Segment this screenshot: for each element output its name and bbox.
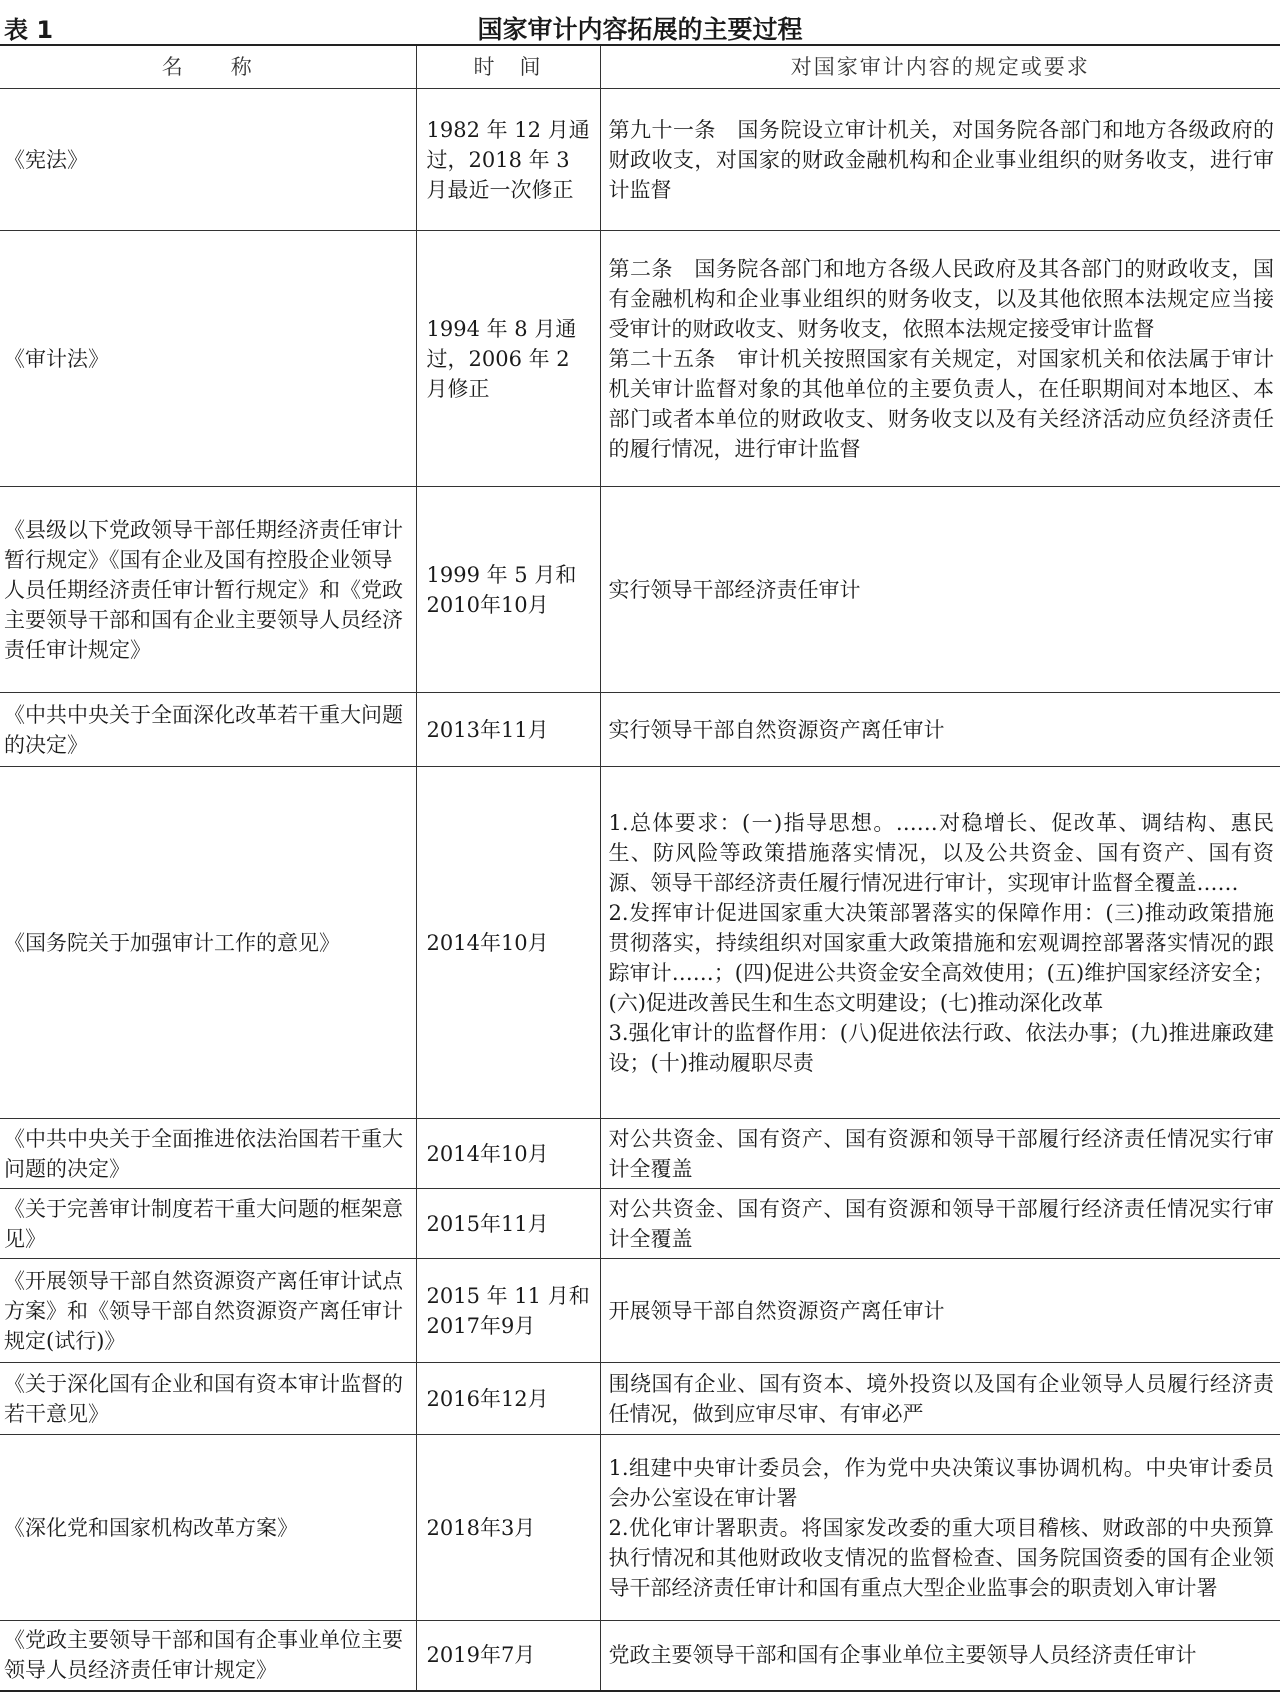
table-title: 国家审计内容拓展的主要过程 xyxy=(477,15,803,44)
header-requirement: 对国家审计内容的规定或要求 xyxy=(600,45,1280,89)
table-row xyxy=(0,231,1280,487)
row-requirement xyxy=(600,1435,1280,1621)
row-requirement xyxy=(600,231,1280,487)
row-name: 《深化党和国家机构改革方案》 xyxy=(0,1435,416,1621)
table-row xyxy=(0,1621,1280,1691)
requirement-line: 对公共资金、国有资产、国有资源和领导干部履行经济责任情况实行审计全覆盖 xyxy=(608,1126,1274,1181)
requirement-line: 1.组建中央审计委员会，作为党中央决策议事协调机构。中央审计委员会办公室设在审计署 xyxy=(608,1455,1274,1510)
row-time: 2013年11月 xyxy=(416,693,600,767)
header-name: 名 称 xyxy=(0,45,416,89)
requirement-line: 1.总体要求：(一)指导思想。……对稳增长、促改革、调结构、惠民生、防风险等政策措施落实情况，以及公共资金、国有资产、国有资源、领导干部经济责任履行情况进行审计，实现审计监督全覆盖…… xyxy=(608,810,1274,895)
row-requirement xyxy=(600,1363,1280,1435)
row-requirement xyxy=(600,89,1280,231)
row-name: 《国务院关于加强审计工作的意见》 xyxy=(0,767,416,1119)
table-row xyxy=(0,487,1280,693)
row-time: 2015 年 11 月和 2017年9月 xyxy=(416,1259,600,1363)
requirement-line: 2.优化审计署职责。将国家发改委的重大项目稽核、财政部的中央预算执行情况和其他财政收支情况的监督检查、国务院国资委的国有企业领导干部经济责任审计和国有重点大型企业监事会的职责划入审计署 xyxy=(608,1515,1274,1600)
row-requirement xyxy=(600,767,1280,1119)
requirement-line: 开展领导干部自然资源资产离任审计 xyxy=(608,1298,945,1323)
row-requirement xyxy=(600,1259,1280,1363)
requirement-line: 对公共资金、国有资产、国有资源和领导干部履行经济责任情况实行审计全覆盖 xyxy=(608,1196,1274,1251)
table-row xyxy=(0,767,1280,1119)
table-row xyxy=(0,1189,1280,1259)
row-requirement xyxy=(600,1189,1280,1259)
table-row xyxy=(0,1363,1280,1435)
row-name: 《宪法》 xyxy=(0,89,416,231)
row-name: 《开展领导干部自然资源资产离任审计试点方案》和《领导干部自然资源资产离任审计规定(试行)》 xyxy=(0,1259,416,1363)
row-time: 2014年10月 xyxy=(416,767,600,1119)
table-row xyxy=(0,1119,1280,1189)
requirement-line: 第九十一条 国务院设立审计机关，对国务院各部门和地方各级政府的财政收支，对国家的财政金融机构和企业事业组织的财务收支，进行审计监督 xyxy=(608,117,1274,202)
row-time: 1999 年 5 月和 2010年10月 xyxy=(416,487,600,693)
row-time: 2016年12月 xyxy=(416,1363,600,1435)
table-row xyxy=(0,89,1280,231)
requirement-line: 3.强化审计的监督作用：(八)促进依法行政、依法办事；(九)推进廉政建设；(十)推动履职尽责 xyxy=(608,1020,1274,1075)
requirement-line: 围绕国有企业、国有资本、境外投资以及国有企业领导人员履行经济责任情况，做到应审尽审、有审必严 xyxy=(608,1371,1274,1426)
row-name: 《关于完善审计制度若干重大问题的框架意见》 xyxy=(0,1189,416,1259)
requirement-line: 实行领导干部经济责任审计 xyxy=(608,577,861,602)
row-name: 《县级以下党政领导干部任期经济责任审计暂行规定》《国有企业及国有控股企业领导人员任期经济责任审计暂行规定》和《党政主要领导干部和国有企业主要领导人员经济责任审计规定》 xyxy=(0,487,416,693)
row-requirement xyxy=(600,487,1280,693)
requirement-line: 实行领导干部自然资源资产离任审计 xyxy=(608,717,945,742)
row-name: 《关于深化国有企业和国有资本审计监督的若干意见》 xyxy=(0,1363,416,1435)
row-requirement xyxy=(600,693,1280,767)
row-time: 1982 年 12 月通过，2018 年 3 月最近一次修正 xyxy=(416,89,600,231)
table-row xyxy=(0,1259,1280,1363)
row-name: 《中共中央关于全面推进依法治国若干重大问题的决定》 xyxy=(0,1119,416,1189)
row-time: 2014年10月 xyxy=(416,1119,600,1189)
table-row xyxy=(0,693,1280,767)
header-time: 时 间 xyxy=(416,45,600,89)
row-time: 2015年11月 xyxy=(416,1189,600,1259)
requirement-line: 第二十五条 审计机关按照国家有关规定，对国家机关和依法属于审计机关审计监督对象的其他单位的主要负责人，在任职期间对本地区、本部门或者本单位的财政收支、财务收支以及有关经济活动应负经济责任的履行情况，进行审计监督 xyxy=(608,346,1274,461)
row-time: 2018年3月 xyxy=(416,1435,600,1621)
row-requirement xyxy=(600,1119,1280,1189)
requirement-line: 党政主要领导干部和国有企事业单位主要领导人员经济责任审计 xyxy=(608,1643,1197,1668)
header-row xyxy=(0,45,1280,89)
row-time: 2019年7月 xyxy=(416,1621,600,1691)
requirement-line: 2.发挥审计促进国家重大决策部署落实的保障作用：(三)推动政策措施贯彻落实，持续组织对国家重大政策措施和宏观调控部署落实情况的跟踪审计……；(四)促进公共资金安全高效使用；(五)维护国家经济安全；(六)促进改善民生和生态文明建设；(七)推动深化改革 xyxy=(608,900,1274,1015)
row-name: 《审计法》 xyxy=(0,231,416,487)
row-name: 《中共中央关于全面深化改革若干重大问题的决定》 xyxy=(0,693,416,767)
table-row xyxy=(0,1435,1280,1621)
row-time: 1994 年 8 月通过，2006 年 2 月修正 xyxy=(416,231,600,487)
row-name: 《党政主要领导干部和国有企事业单位主要领导人员经济责任审计规定》 xyxy=(0,1621,416,1691)
audit-content-table xyxy=(0,44,1280,1692)
table-caption xyxy=(0,0,1280,44)
requirement-line: 第二条 国务院各部门和地方各级人民政府及其各部门的财政收支，国有金融机构和企业事业组织的财务收支，以及其他依照本法规定应当接受审计的财政收支、财务收支，依照本法规定接受审计监督 xyxy=(608,256,1274,341)
table-label: 表 1 xyxy=(4,16,54,44)
row-requirement xyxy=(600,1621,1280,1691)
